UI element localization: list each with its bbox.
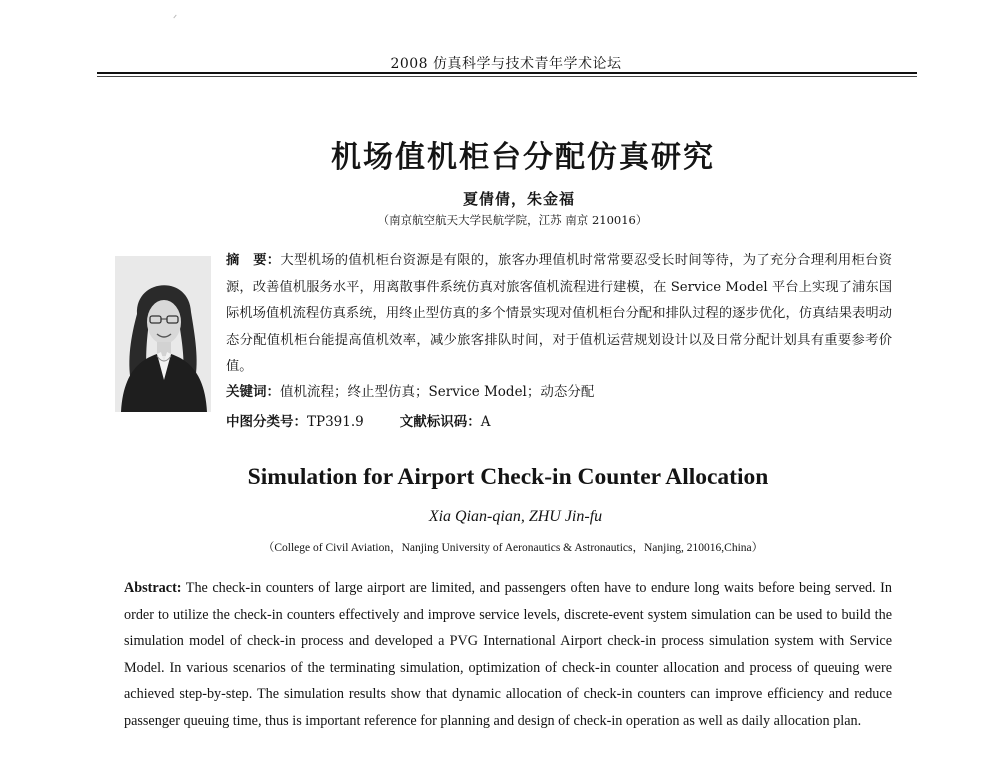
header-rule-thin <box>97 76 917 77</box>
english-abstract-text: The check-in counters of large airport are limited, and passengers often have to endure long waits before being served. In order to utilize the check-in counters effectively and improve service levels, discrete-event system simulation can be used to build the simulation model of check-in process and developed a PVG International Airport check-in process simulation system with Service Model. In various scenarios of the terminating simulation, optimization of check-in counter allocation and process of queuing were achieved step-by-step. The simulation results show that dynamic allocation of check-in counters can improve efficiency and reduce passenger queuing time, thus is important reference for planning and design of check-in operation as well as daily allocation plan. <box>124 580 892 729</box>
chinese-authors: 夏倩倩，朱金福 <box>462 190 575 208</box>
author-photo <box>115 256 211 412</box>
chinese-abstract-text: 大型机场的值机柜台资源是有限的，旅客办理值机时常常要忍受长时间等待，为了充分合理利用柜台资源，改善值机服务水平，用离散事件系统仿真对旅客值机流程进行建模，在 Service Model 平台上实现了浦东国际机场值机流程仿真系统，用终止型仿真的多个情景实现对值机柜台分配和排队过程的逐步优化，仿真结果表明动态分配值机柜台能提高值机效率，减少旅客排队时间，对于值机运营规划设计以及日常分配计划具有重要参考价值。 <box>226 253 893 374</box>
doc-code: A <box>480 414 491 430</box>
chinese-title: 机场值机柜台分配仿真研究 <box>331 140 715 175</box>
author-portrait-image <box>115 256 211 412</box>
chinese-classification <box>226 410 892 430</box>
scan-speck <box>173 15 176 19</box>
running-header: 2008 仿真科学与技术青年学术论坛 <box>390 56 622 72</box>
class-number-label: 中图分类号： <box>226 414 307 430</box>
chinese-keywords-text: 值机流程；终止型仿真；Service Model；动态分配 <box>280 384 595 400</box>
chinese-affiliation: （南京航空航天大学民航学院，江苏 南京 210016） <box>377 213 648 227</box>
english-abstract <box>124 575 892 735</box>
english-abstract-label: Abstract: <box>124 580 182 596</box>
header-rule <box>97 72 917 74</box>
chinese-keywords <box>226 380 892 400</box>
chinese-keywords-label: 关键词： <box>226 384 280 400</box>
english-authors: Xia Qian-qian, ZHU Jin-fu <box>428 508 603 525</box>
english-affiliation: （College of Civil Aviation，Nanjing University of Aeronautics & Astronautics，Nanjing, 210016,China） <box>262 542 764 554</box>
doc-code-label: 文献标识码： <box>399 414 481 430</box>
class-number: TP391.9 <box>307 414 364 430</box>
chinese-abstract <box>226 248 892 381</box>
chinese-abstract-label: 摘 要： <box>226 253 281 268</box>
english-title: Simulation for Airport Check-in Counter Allocation <box>247 464 769 490</box>
